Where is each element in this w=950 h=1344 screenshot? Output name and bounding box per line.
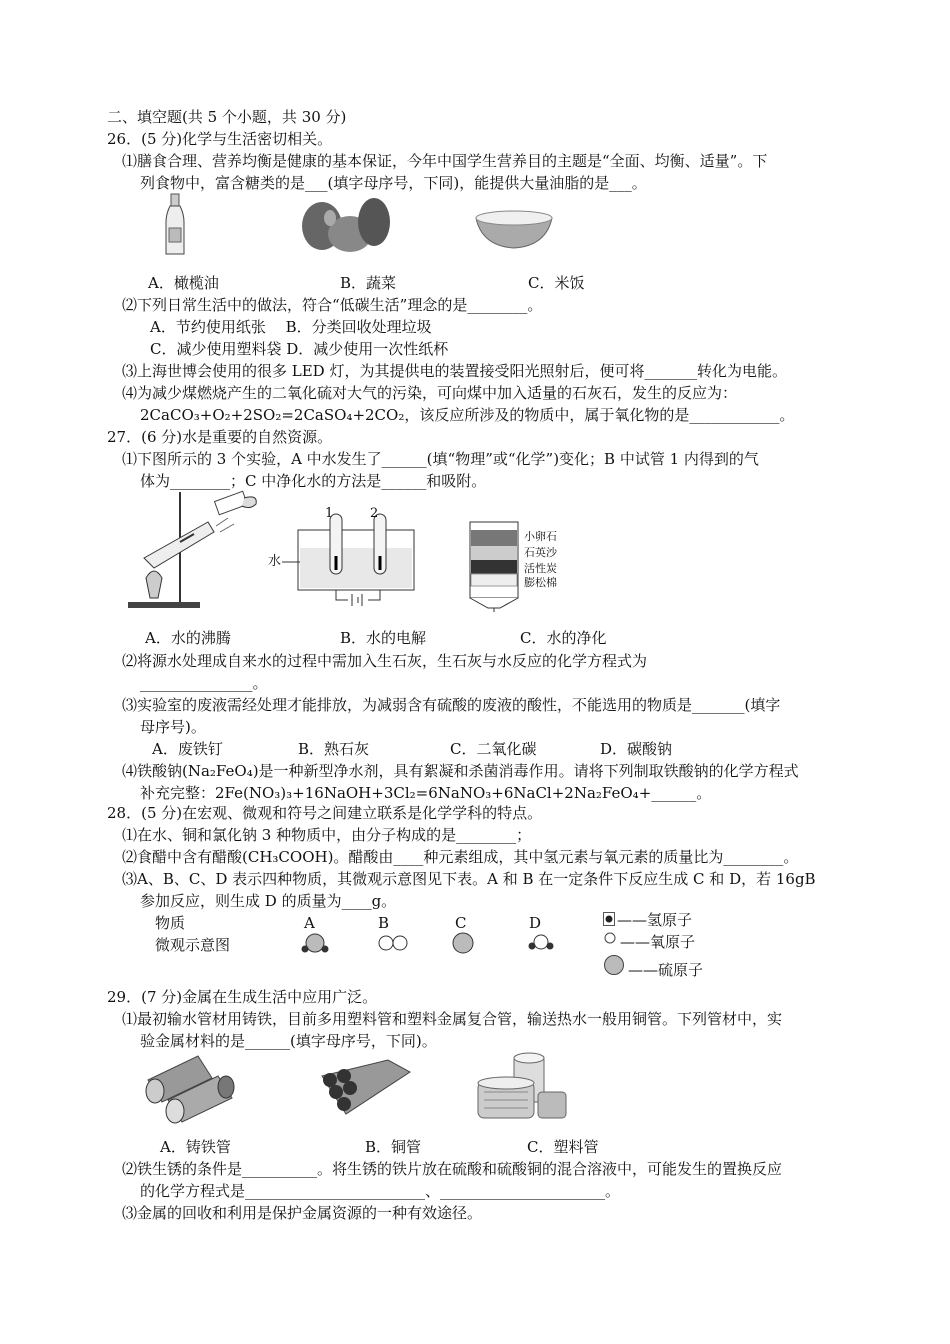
q27-p3-line1: ⑶实验室的废液需经处理才能排放，为减弱含有硫酸的废液的酸性，不能选用的物质是_______(填字 [122,696,781,714]
q26-equation: 2CaCO₃+O₂+2SO₂=2CaSO₄+2CO₂，该反应所涉及的物质中，属于氧化物的是____________。 [140,406,795,424]
legend-sulfur-label: ——硫原子 [628,961,704,979]
filter-layer-label-4: 膨松棉 [524,576,557,589]
q27-title: 27．(6 分)水是重要的自然资源。 [107,428,333,446]
q29-p1-line1: ⑴最初输水管材用铸铁，目前多用塑料管和塑料金属复合管，输送热水一般用铜管。下列管材中，实 [122,1010,783,1028]
q27-p4-line1: ⑷铁酸钠(Na₂FeO₄)是一种新型净水剂，具有絮凝和杀菌消毒作用。请将下列制取铁酸钠的化学方程式 [122,762,799,780]
q27-option-a: A．水的沸腾 [145,629,231,647]
boiling-apparatus-image [124,488,264,610]
molecule-d-icon [526,930,556,954]
plastic-pipe-image [474,1052,568,1124]
q26-p1-line1: ⑴膳食合理、营养均衡是健康的基本保证，今年中国学生营养目的主题是“全面、均衡、适量”。下 [122,152,768,170]
q28-p2: ⑵食醋中含有醋酸(CH₃COOH)。醋酸由____种元素组成，其中氢元素与氧元素的质量比为________。 [122,848,799,866]
q29-p2-line1: ⑵铁生锈的条件是__________。将生锈的铁片放在硫酸和硫酸铜的混合溶液中，可能发生的置换反应 [122,1160,783,1178]
q28-p3-line1: ⑶A、B、C、D 表示四种物质，其微观示意图见下表。A 和 B 在一定条件下反应生成 C 和 D，若 16gB [122,870,816,888]
q27-option-b: B．水的电解 [340,629,427,647]
olive-oil-bottle-image [160,192,190,258]
molecule-b-icon [376,933,410,953]
q26-p1-line2: 列食物中，富含糖类的是___(填字母序号，下同)，能提供大量油脂的是___。 [140,174,647,192]
q26-option-a: A．橄榄油 [148,274,219,292]
q27-p1-line2: 体为________；C 中净化水的方法是______和吸附。 [140,472,487,490]
q26-p2-options-ab: A．节约使用纸张 B．分类回收处理垃圾 [150,318,432,336]
hydrogen-atom-icon [603,912,615,926]
molecule-a-icon [300,931,330,955]
q27-p2-line1: ⑵将源水处理成自来水的过程中需加入生石灰，生石灰与水反应的化学方程式为 [122,652,648,670]
q29-p3: ⑶金属的回收和利用是保护金属资源的一种有效途径。 [122,1204,483,1222]
tube-number-1: 1 [325,506,334,521]
q27-p3-line2: 母序号)。 [140,718,206,736]
table-row-label-micro: 微观示意图 [155,936,231,954]
water-filter-image [466,520,522,612]
q27-p1-line1: ⑴下图所示的 3 个实验，A 中水发生了______(填“物理”或“化学”)变化；B 中试管 1 内得到的气 [122,450,759,468]
q26-option-b: B．蔬菜 [340,274,397,292]
q26-title: 26．(5 分)化学与生活密切相关。 [107,130,333,148]
legend-oxygen-label: ——氧原子 [620,933,696,951]
copper-pipe-image [318,1058,414,1118]
q27-p3-option-d: D．碳酸钠 [600,740,673,758]
sulfur-atom-icon [603,954,625,976]
filter-layer-label-3: 活性炭 [524,562,557,575]
q26-p2: ⑵下列日常生活中的做法，符合“低碳生活”理念的是________。 [122,296,543,314]
q29-option-a: A．铸铁管 [160,1138,231,1156]
cast-iron-pipe-image [142,1046,238,1126]
vegetables-image [300,196,392,254]
q29-title: 29．(7 分)金属在生成生活中应用广泛。 [107,988,378,1006]
q26-p2-options-cd: C．减少使用塑料袋 D．减少使用一次性纸杯 [150,340,449,358]
q29-option-b: B．铜管 [365,1138,422,1156]
section-heading: 二、填空题(共 5 个小题，共 30 分) [107,108,347,126]
oxygen-atom-icon [604,932,616,944]
q26-p3: ⑶上海世博会使用的很多 LED 灯，为其提供电的装置接受阳光照射后，便可将_______转化为电能。 [122,362,787,380]
legend-hydrogen-label: ——氢原子 [617,911,693,929]
q28-p3-line2: 参加反应，则生成 D 的质量为____g。 [140,892,397,910]
q27-p4-line2: 补充完整：2Fe(NO₃)₃+16NaOH+3Cl₂=6NaNO₃+6NaCl+2Na₂FeO₄+______。 [140,784,712,802]
table-row-label-substance: 物质 [155,914,186,932]
filter-layer-label-2: 石英沙 [524,546,557,559]
q28-title: 28．(5 分)在宏观、微观和符号之间建立联系是化学学科的特点。 [107,804,543,822]
q27-p3-option-b: B．熟石灰 [298,740,370,758]
rice-bowl-image [472,206,556,250]
q27-option-c: C．水的净化 [520,629,607,647]
water-label: 水 [268,554,282,569]
table-col-c: C [455,914,467,932]
electrolysis-apparatus-image [264,506,420,608]
q26-option-c: C．米饭 [528,274,585,292]
tube-number-2: 2 [370,506,379,521]
table-col-d: D [529,914,542,932]
q29-p1-line2: 验金属材料的是______(填字母序号，下同)。 [140,1032,437,1050]
q29-p2-line2: 的化学方程式是________________________、______________________。 [140,1182,621,1200]
q27-p2-line2: _______________。 [140,674,268,692]
filter-layer-label-1: 小卵石 [524,530,557,543]
q28-p1: ⑴在水、铜和氯化钠 3 种物质中，由分子构成的是________； [122,826,532,844]
q26-p4: ⑷为减少煤燃烧产生的二氧化硫对大气的污染，可向煤中加入适量的石灰石，发生的反应为： [122,384,738,402]
q27-p3-option-c: C．二氧化碳 [450,740,537,758]
molecule-c-icon [451,931,475,955]
table-col-a: A [304,914,315,932]
q27-p3-option-a: A．废铁钉 [152,740,223,758]
table-col-b: B [378,914,390,932]
q29-option-c: C．塑料管 [527,1138,599,1156]
